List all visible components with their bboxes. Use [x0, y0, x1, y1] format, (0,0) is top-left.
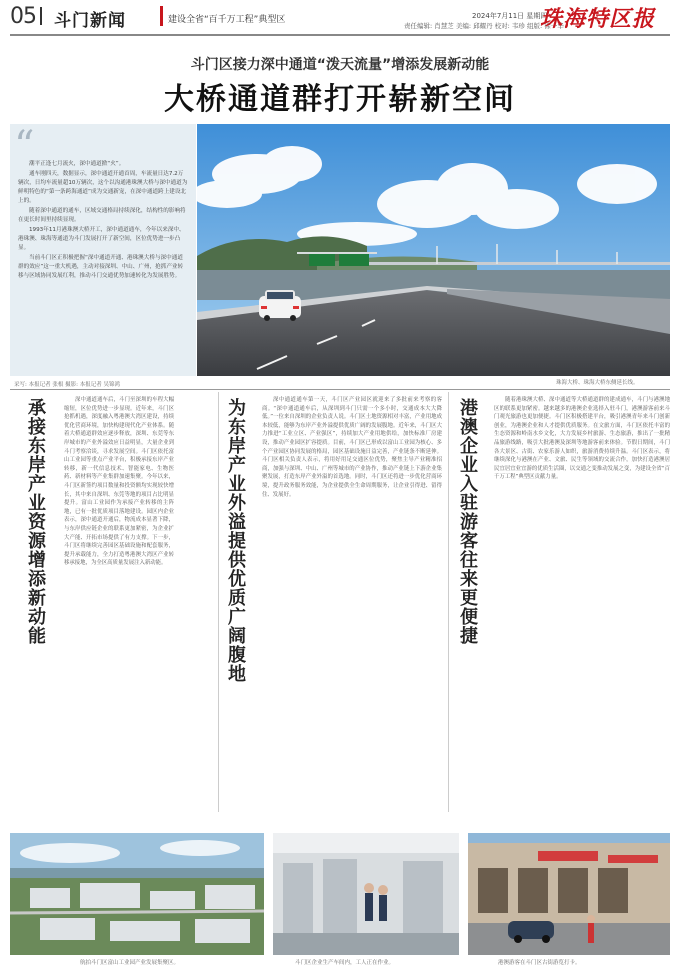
section-paragraph: 随着港珠澳大桥、深中通道等大桥通道群的建成通车，斗门与港澳地区的联系更加紧密。越来越多的港澳企业选择入驻斗门，港澳游客前来斗门观光旅游也更加便捷。斗门区积极搭建平台，吸引港澳青年来斗门创新创业，为港澳企业和人才提供优质服务。在文旅方面，斗门区依托丰富的生态资源和岭南水乡文化，大力发展乡村旅游、生态旅游，推出了一批精品旅游线路，吸引大批港澳及深圳等地游客前来体验。节假日期间，斗门各大景区、古街、农家乐游人如织，旅游消费持续升温。斗门区表示，将继续深化与港澳在产业、文旅、民生等领域的交流合作，加快打造港澳居民宜居宜业宜游的优质生活圈，以交通之变推动发展之变，为建设全省“百千万工程”典型区贡献力量。 [494, 397, 670, 481]
column-rule [448, 392, 449, 812]
photo-caption: 航拍斗门区富山工业园产业发展集聚区。 [80, 960, 180, 966]
masthead [0, 0, 680, 36]
quote-mark-icon: “ [14, 123, 35, 169]
issue-date: 2024年7月11日 星期四 [472, 12, 548, 20]
section-divider [160, 6, 163, 26]
page-number: 05 [10, 4, 46, 29]
column-rule [218, 392, 219, 812]
section-body-1 [64, 396, 174, 816]
editorial-staff: 责任编辑: 肖慧芝 美编: 邱耀丹 校对: 韦珍 组版: 徐一华 [404, 22, 564, 30]
main-photo-bridge [197, 124, 670, 376]
intro-paragraph: 通车刚四天，数据显示，深中通道开通首周，车流量日达7.2万辆次，日均车流量超10万辆次，这个以沟通港珠澳大桥与深中通道为鲜明特色的“第一条跨海通道”成为交通新宠，在深中通道跨上建设北上的。 [18, 171, 188, 204]
photo-caption: 斗门区企业生产车间内，工人正在作业。 [295, 960, 395, 966]
section-heading-2: 为东岸产业外溢提供优质广阔腹地 [225, 398, 246, 683]
section-tagline: 建设全省“百千万工程”典型区 [168, 15, 286, 25]
photo-caption: 港澳游客在斗门区古街游览打卡。 [498, 960, 581, 966]
bridge-scene-illustration [197, 124, 670, 376]
car-icon [259, 290, 301, 321]
photo-old-street [468, 833, 670, 955]
section-body-2 [262, 396, 442, 816]
intro-box [10, 124, 196, 376]
section-name: 斗门新闻 [54, 11, 126, 31]
highway-sign [339, 254, 369, 266]
intro-paragraph: 当前斗门区正积极把握“深中通道开通、港珠澳大桥与深中通道群的效应”这一重大机遇，主动对接深圳、中山、广州，抢抓产业转移与区域协同发展红利，推动斗门交通优势加速转化为发展胜势。 [18, 255, 184, 279]
article-headline: 大桥通道群打开崭新空间 [164, 82, 516, 117]
photo-industrial-park [10, 833, 264, 955]
section-body-3 [494, 396, 670, 816]
section-heading-1: 承接东岸产业资源增添新动能 [25, 398, 46, 645]
header-rule [10, 34, 670, 36]
highway-sign [309, 254, 335, 266]
section-heading-3: 港澳企业入驻游客往来更便捷 [457, 398, 478, 645]
intro-paragraph: 随着深中通道的通车，区域交通格局持续深化，结构性的影响将在更长时间里持续显现。 [18, 208, 186, 223]
newspaper-logo: 珠海特区报 [540, 6, 656, 32]
byline: 采写: 本报记者 张根 摄影: 本报记者 吴锦鸿 [14, 382, 120, 388]
section-paragraph: 深中通道通车后，斗门至深圳的车程大幅缩短，区位优势进一步显现。近年来，斗门区抢抓机遇，深度融入粤港澳大湾区建设，持续优化营商环境，加快构建现代化产业体系。随着大桥通道群效应逐步释放，深圳、东莞等东岸城市的产业外溢效应日益明显，大量企业到斗门考察洽谈，寻求发展空间。斗门区依托富山工业园等重点产业平台，积极承接东岸产业转移，新一代信息技术、智能家电、生物医药、新材料等产业集群加速集聚。今年以来，斗门区新签约项目数量和投资额均实现较快增长，其中来自深圳、东莞等地的项目占比明显提升。富山工业园作为承接产业转移的主阵地，已有一批优质项目落地建设。园区内企业表示，深中通道开通后，物流成本显著下降，与东岸供应链企业的联系更加紧密，为企业扩大产能、开拓市场提供了有力支撑。下一步，斗门区将继续完善园区基础设施和配套服务，提升承载能力，全力打造粤港澳大湾区产业转移承接地，为全区高质量发展注入新动能。 [64, 397, 174, 567]
section-paragraph: 深中通道通车第一天，斗门区产业园区就迎来了多批前来考察的客商。“深中通道通车后，从深圳到斗门只需一个多小时，交通成本大大降低。”一位来自深圳的企业负责人说。斗门区土地资源相对丰富，产业用地成本较低，能够为东岸产业外溢提供优质广阔的发展腹地。近年来，斗门区大力推进“工业立区、产业强区”，持续加大产业用地供给，加快标准厂房建设，推动产业园区扩容提质。目前，斗门区已形成以富山工业园为核心、多个产业园区协同发展的格局，园区基础设施日益完善，产业链条不断延伸。斗门区相关负责人表示，将用好用足交通区位优势，聚焦主导产业精准招商，加强与深圳、中山、广州等城市的产业协作，推动产业链上下游企业集聚发展，打造东岸产业外溢的首选地。同时，斗门区还将进一步优化营商环境，提升政务服务效能，为企业提供全生命周期服务，让企业引得进、留得住、发展好。 [262, 397, 442, 498]
article-kicker: 斗门区接力深中通道“泼天流量”增添发展新动能 [190, 57, 490, 73]
intro-paragraph: 潮平正逢七月流火，深中通道掀“火”。 [29, 161, 125, 167]
main-photo-caption: 珠海大桥、珠海大桥东侧延长线。 [556, 380, 639, 386]
photo-factory-workshop [273, 833, 459, 955]
intro-paragraph: 1993年11月港珠澳大桥开工，深中通道通车，今年以来深中、港珠澳、珠海等通道为斗门发展打开了新空间，区位优势进一步凸显。 [18, 227, 185, 251]
section-rule [10, 389, 670, 390]
